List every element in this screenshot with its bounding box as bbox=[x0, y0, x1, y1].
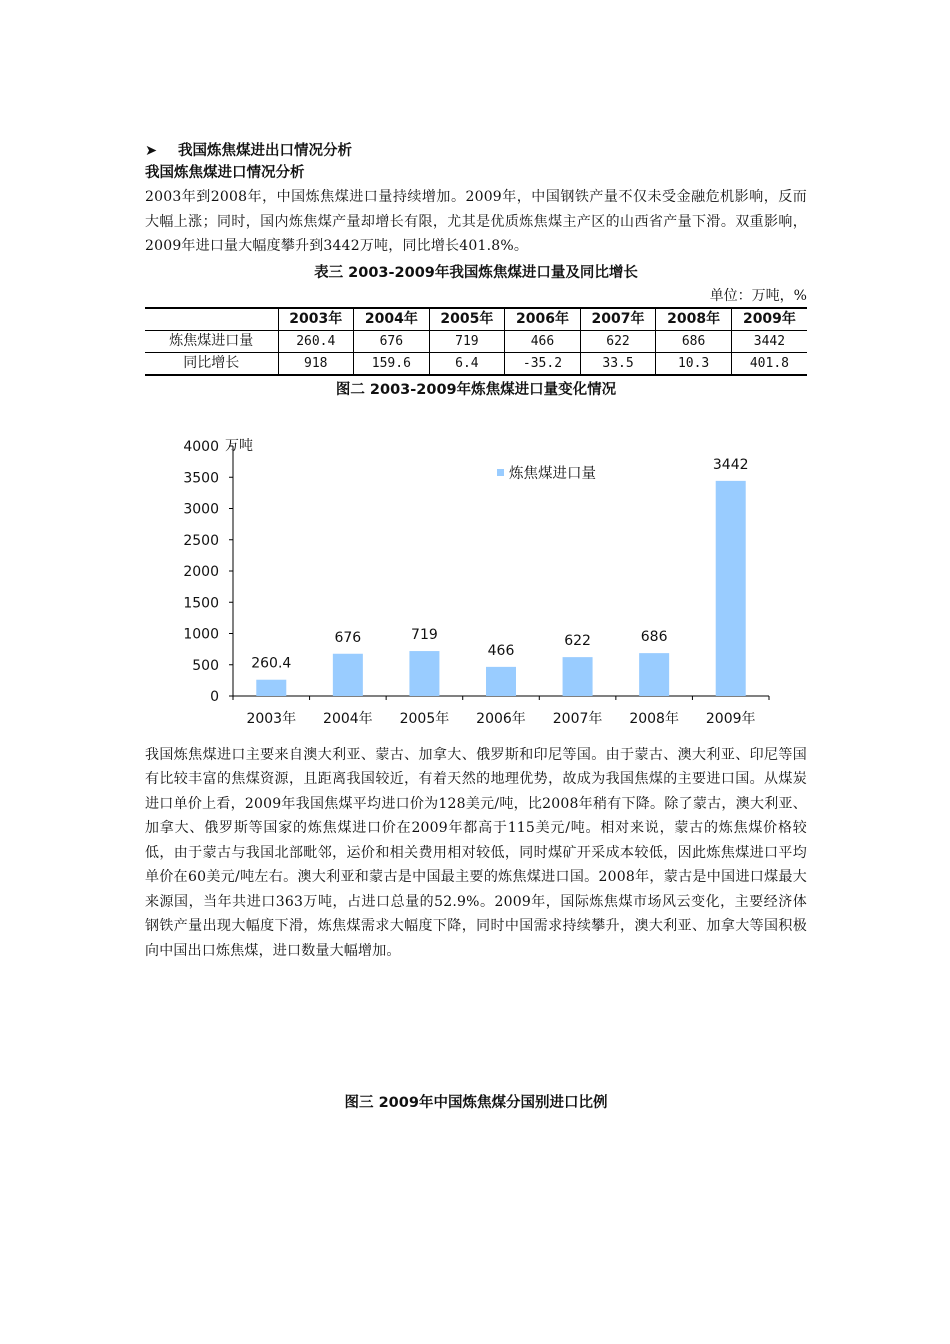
table-cell: 466 bbox=[505, 330, 581, 352]
row-label: 炼焦煤进口量 bbox=[145, 330, 278, 352]
bar bbox=[333, 653, 363, 695]
bar-chart bbox=[145, 402, 807, 737]
x-tick-label: 2003年 bbox=[246, 710, 297, 727]
bar-data-label: 622 bbox=[564, 632, 591, 649]
table-header-cell bbox=[145, 308, 278, 331]
figure3-caption: 图三 2009年中国炼焦煤分国别进口比例 bbox=[344, 1095, 608, 1111]
section-heading-text: 我国炼焦煤进出口情况分析 bbox=[178, 143, 352, 159]
bar-data-label: 466 bbox=[487, 642, 515, 659]
table-unit: 单位：万吨，% bbox=[709, 287, 807, 304]
table-header-cell: 2009年 bbox=[731, 308, 807, 331]
table-row bbox=[145, 330, 807, 352]
bar-data-label: 3442 bbox=[712, 456, 749, 473]
row-label: 同比增长 bbox=[145, 352, 278, 375]
table-cell: 159.6 bbox=[354, 352, 430, 375]
bar bbox=[486, 666, 516, 695]
bar bbox=[716, 480, 746, 695]
bar bbox=[409, 651, 439, 696]
y-tick-label: 3500 bbox=[183, 469, 219, 486]
bar-data-label: 719 bbox=[411, 626, 438, 643]
table-cell: 33.5 bbox=[580, 352, 656, 375]
table-cell: 3442 bbox=[731, 330, 807, 352]
x-tick-label: 2007年 bbox=[552, 710, 603, 727]
chart-caption: 图二 2003-2009年炼焦煤进口量变化情况 bbox=[335, 381, 617, 398]
bar bbox=[563, 657, 593, 696]
bar-data-label: 260.4 bbox=[251, 655, 292, 672]
table-caption: 表三 2003-2009年我国炼焦煤进口量及同比增长 bbox=[314, 264, 638, 281]
arrow-bullet-icon: ➤ bbox=[145, 143, 158, 159]
table-cell: 10.3 bbox=[656, 352, 732, 375]
y-tick-label: 2500 bbox=[183, 532, 219, 549]
sub-heading: 我国炼焦煤进口情况分析 bbox=[145, 165, 305, 181]
table-cell: 918 bbox=[278, 352, 354, 375]
legend-swatch bbox=[497, 469, 504, 476]
document-body bbox=[145, 140, 807, 1115]
y-tick-label: 2000 bbox=[183, 563, 219, 580]
table-header-cell: 2006年 bbox=[505, 308, 581, 331]
table-header-row bbox=[145, 308, 807, 331]
y-tick-label: 1500 bbox=[183, 594, 219, 611]
table-header-cell: 2003年 bbox=[278, 308, 354, 331]
bar-chart-svg bbox=[145, 402, 807, 737]
y-tick-label: 1000 bbox=[183, 626, 219, 642]
body-paragraph: 我国炼焦煤进口主要来自澳大利亚、蒙古、加拿大、俄罗斯和印尼等国。由于蒙古、澳大利亚、印尼等国有比较丰富的焦煤资源，且距离我国较近，有着天然的地理优势，故成为我国焦煤的主要进口国。从煤炭进口单价上看，2009年我国焦煤平均进口价为128美元/吨，比2008年稍有下降。除了蒙古，澳大利亚、加拿大、俄罗斯等国家的炼焦煤进口价在2009年都高于115美元/吨。相对来说，蒙古的炼焦煤价格较低，由于蒙古与我国北部毗邻，运价和相关费用相对较低，同时煤矿开采成本较低，因此炼焦煤进口平均单价在60美元/吨左右。澳大利亚和蒙古是中国最主要的炼焦煤进口国。2008年，蒙古是中国进口煤最大来源国，当年共进口363万吨，占进口总量的52.9%。2009年，国际炼焦煤市场风云变化，主要经济体钢铁产量出现大幅度下滑，炼焦煤需求大幅度下降，同时中国需求持续攀升，澳大利亚、加拿大等国积极向中国出口炼焦煤，进口数量大幅增加。 bbox=[145, 746, 807, 959]
x-tick-label: 2009年 bbox=[705, 710, 756, 727]
x-tick-label: 2004年 bbox=[323, 710, 373, 727]
table-header-cell: 2008年 bbox=[656, 308, 732, 331]
table-cell: 686 bbox=[656, 330, 732, 352]
y-axis-unit-label: 万吨 bbox=[225, 437, 253, 454]
y-tick-label: 3000 bbox=[183, 501, 219, 517]
y-tick-label: 500 bbox=[192, 657, 219, 674]
table-header-cell: 2007年 bbox=[580, 308, 656, 331]
x-tick-label: 2006年 bbox=[476, 710, 526, 727]
section-heading bbox=[145, 140, 807, 162]
table-cell: -35.2 bbox=[505, 352, 581, 375]
table-cell: 676 bbox=[354, 330, 430, 352]
table-cell: 401.8 bbox=[731, 352, 807, 375]
y-tick-label: 0 bbox=[210, 688, 219, 705]
table-row bbox=[145, 352, 807, 375]
x-tick-label: 2008年 bbox=[629, 710, 679, 727]
table-cell: 260.4 bbox=[278, 330, 354, 352]
bar bbox=[256, 679, 286, 695]
table-header-cell: 2004年 bbox=[354, 308, 430, 331]
bar-data-label: 686 bbox=[640, 628, 668, 645]
table-header-cell: 2005年 bbox=[429, 308, 505, 331]
table-cell: 622 bbox=[580, 330, 656, 352]
import-table bbox=[145, 307, 807, 376]
intro-paragraph: 2003年到2008年，中国炼焦煤进口量持续增加。2009年，中国钢铁产量不仅未受金融危机影响，反而大幅上涨；同时，国内炼焦煤产量却增长有限，尤其是优质炼焦煤主产区的山西省产量下滑。双重影响，2009年进口量大幅度攀升到3442万吨，同比增长401.8%。 bbox=[145, 189, 807, 254]
legend-label: 炼焦煤进口量 bbox=[509, 465, 596, 482]
y-tick-label: 4000 bbox=[183, 438, 219, 455]
table-cell: 6.4 bbox=[429, 352, 505, 375]
x-tick-label: 2005年 bbox=[399, 710, 450, 727]
bar bbox=[639, 653, 669, 696]
table-cell: 719 bbox=[429, 330, 505, 352]
bar-data-label: 676 bbox=[334, 629, 362, 646]
